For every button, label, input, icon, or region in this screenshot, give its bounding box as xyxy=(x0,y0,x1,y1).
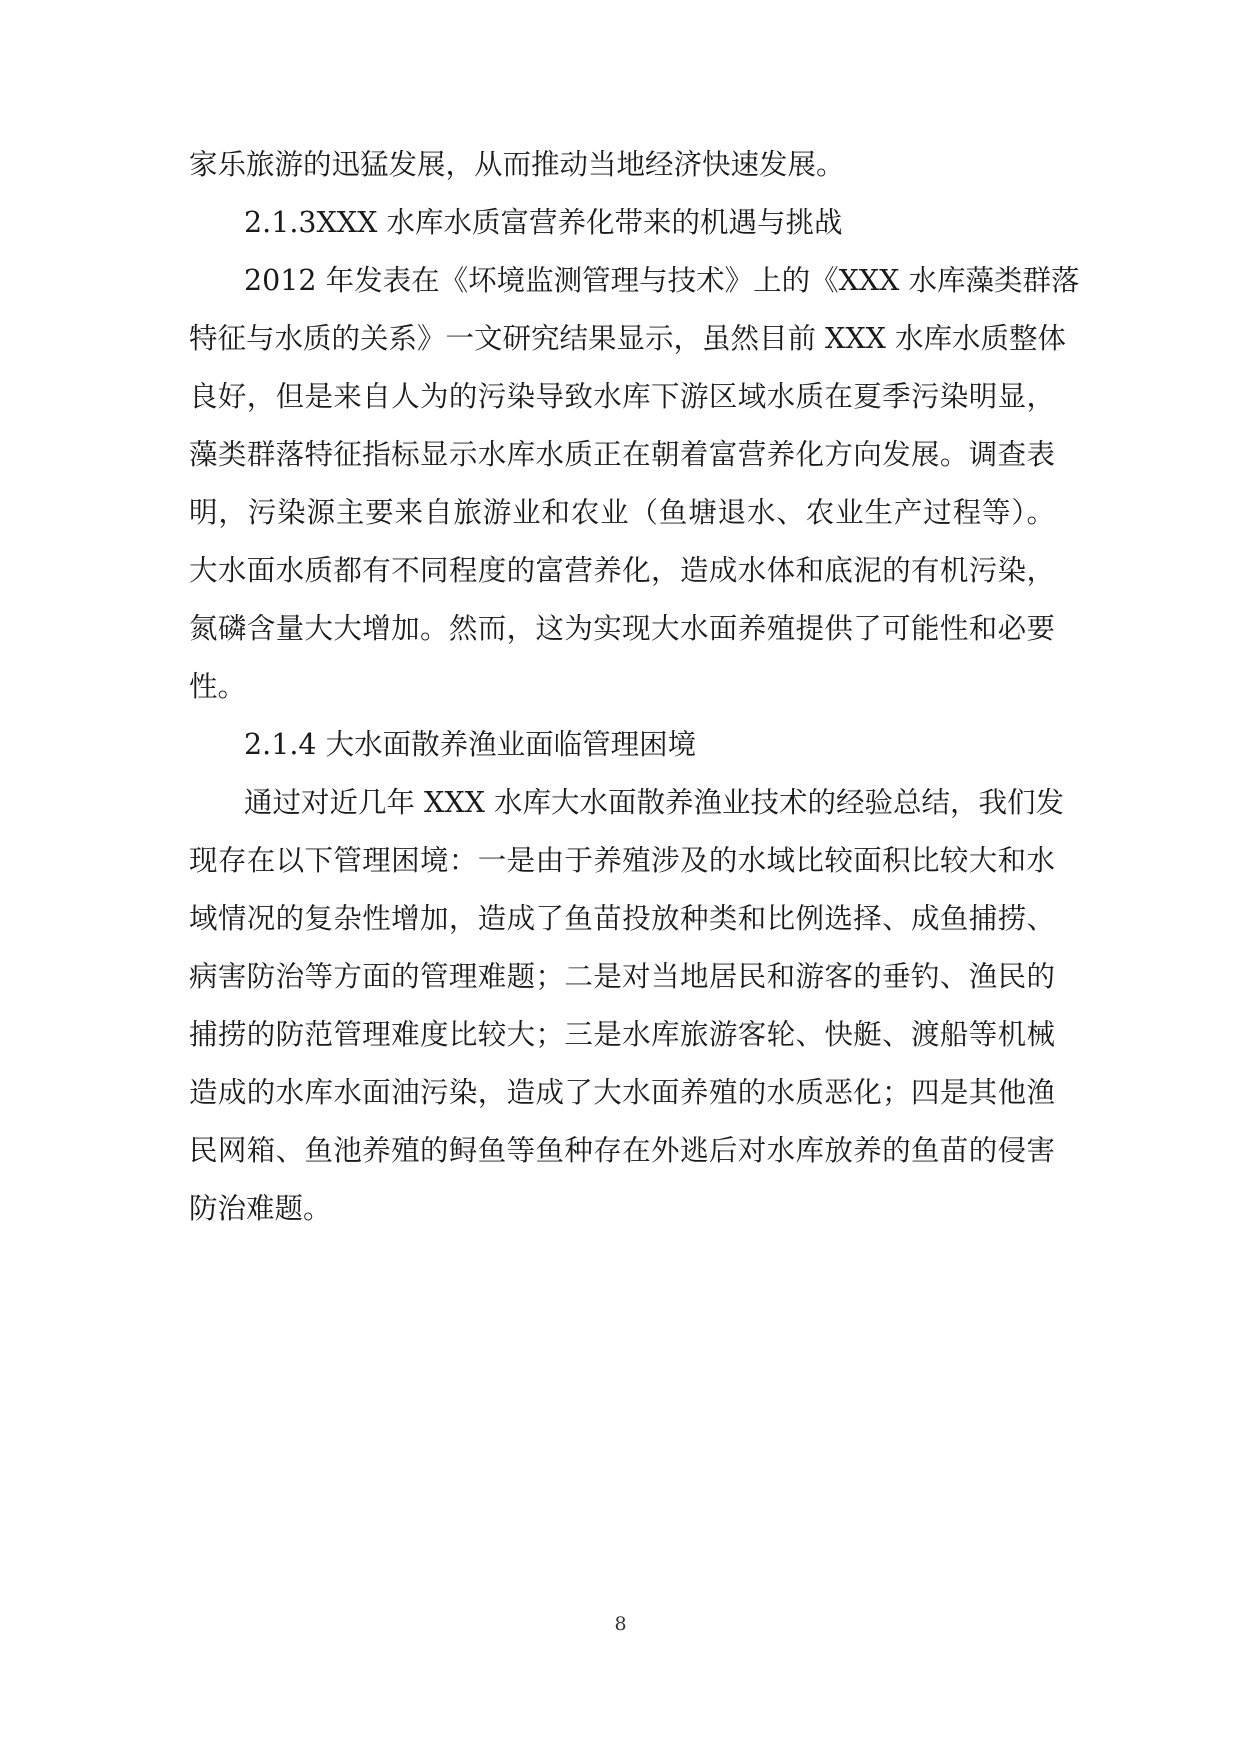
paragraph-line: 藻类群落特征指标显示水库水质正在朝着富营养化方向发展。调查表 xyxy=(189,438,1055,471)
paragraph-line: 现存在以下管理困境：一是由于养殖涉及的水域比较面积比较大和水 xyxy=(189,844,1055,877)
paragraph-line: 良好，但是来自人为的污染导致水库下游区域水质在夏季污染明显， xyxy=(189,380,1055,413)
paragraph-line: 2012 年发表在《坏境监测管理与技术》上的《XXX 水库藻类群落 xyxy=(244,264,1080,297)
paragraph-line: 氮磷含量大大增加。然而，这为实现大水面养殖提供了可能性和必要 xyxy=(189,612,1055,645)
paragraph-line: 病害防治等方面的管理难题；二是对当地居民和游客的垂钓、渔民的 xyxy=(189,960,1055,993)
paragraph-line: 特征与水质的关系》一文研究结果显示，虽然目前 XXX 水库水质整体 xyxy=(189,322,1066,355)
section-heading: 2.1.3XXX 水库水质富营养化带来的机遇与挑战 xyxy=(244,206,843,239)
paragraph-line: 域情况的复杂性增加，造成了鱼苗投放种类和比例选择、成鱼捕捞、 xyxy=(189,902,1055,935)
paragraph-line: 通过对近几年 XXX 水库大水面散养渔业技术的经验总结，我们发 xyxy=(244,786,1064,819)
paragraph-line: 造成的水库水面油污染，造成了大水面养殖的水质恶化；四是其他渔 xyxy=(189,1076,1055,1109)
paragraph-line: 大水面水质都有不同程度的富营养化，造成水体和底泥的有机污染， xyxy=(189,554,1055,587)
paragraph-line: 性。 xyxy=(189,670,247,703)
paragraph-line: 家乐旅游的迅猛发展，从而推动当地经济快速发展。 xyxy=(189,148,845,181)
paragraph-line: 捕捞的防范管理难度比较大；三是水库旅游客轮、快艇、渡船等机械 xyxy=(189,1018,1055,1051)
page-number: 8 xyxy=(614,1613,627,1635)
paragraph-line: 防治难题。 xyxy=(189,1192,332,1225)
section-heading: 2.1.4 大水面散养渔业面临管理困境 xyxy=(244,728,697,761)
paragraph-line: 民网箱、鱼池养殖的鲟鱼等鱼种存在外逃后对水库放养的鱼苗的侵害 xyxy=(189,1134,1055,1167)
paragraph-line: 明，污染源主要来自旅游业和农业（鱼塘退水、农业生产过程等）。 xyxy=(189,496,1055,529)
